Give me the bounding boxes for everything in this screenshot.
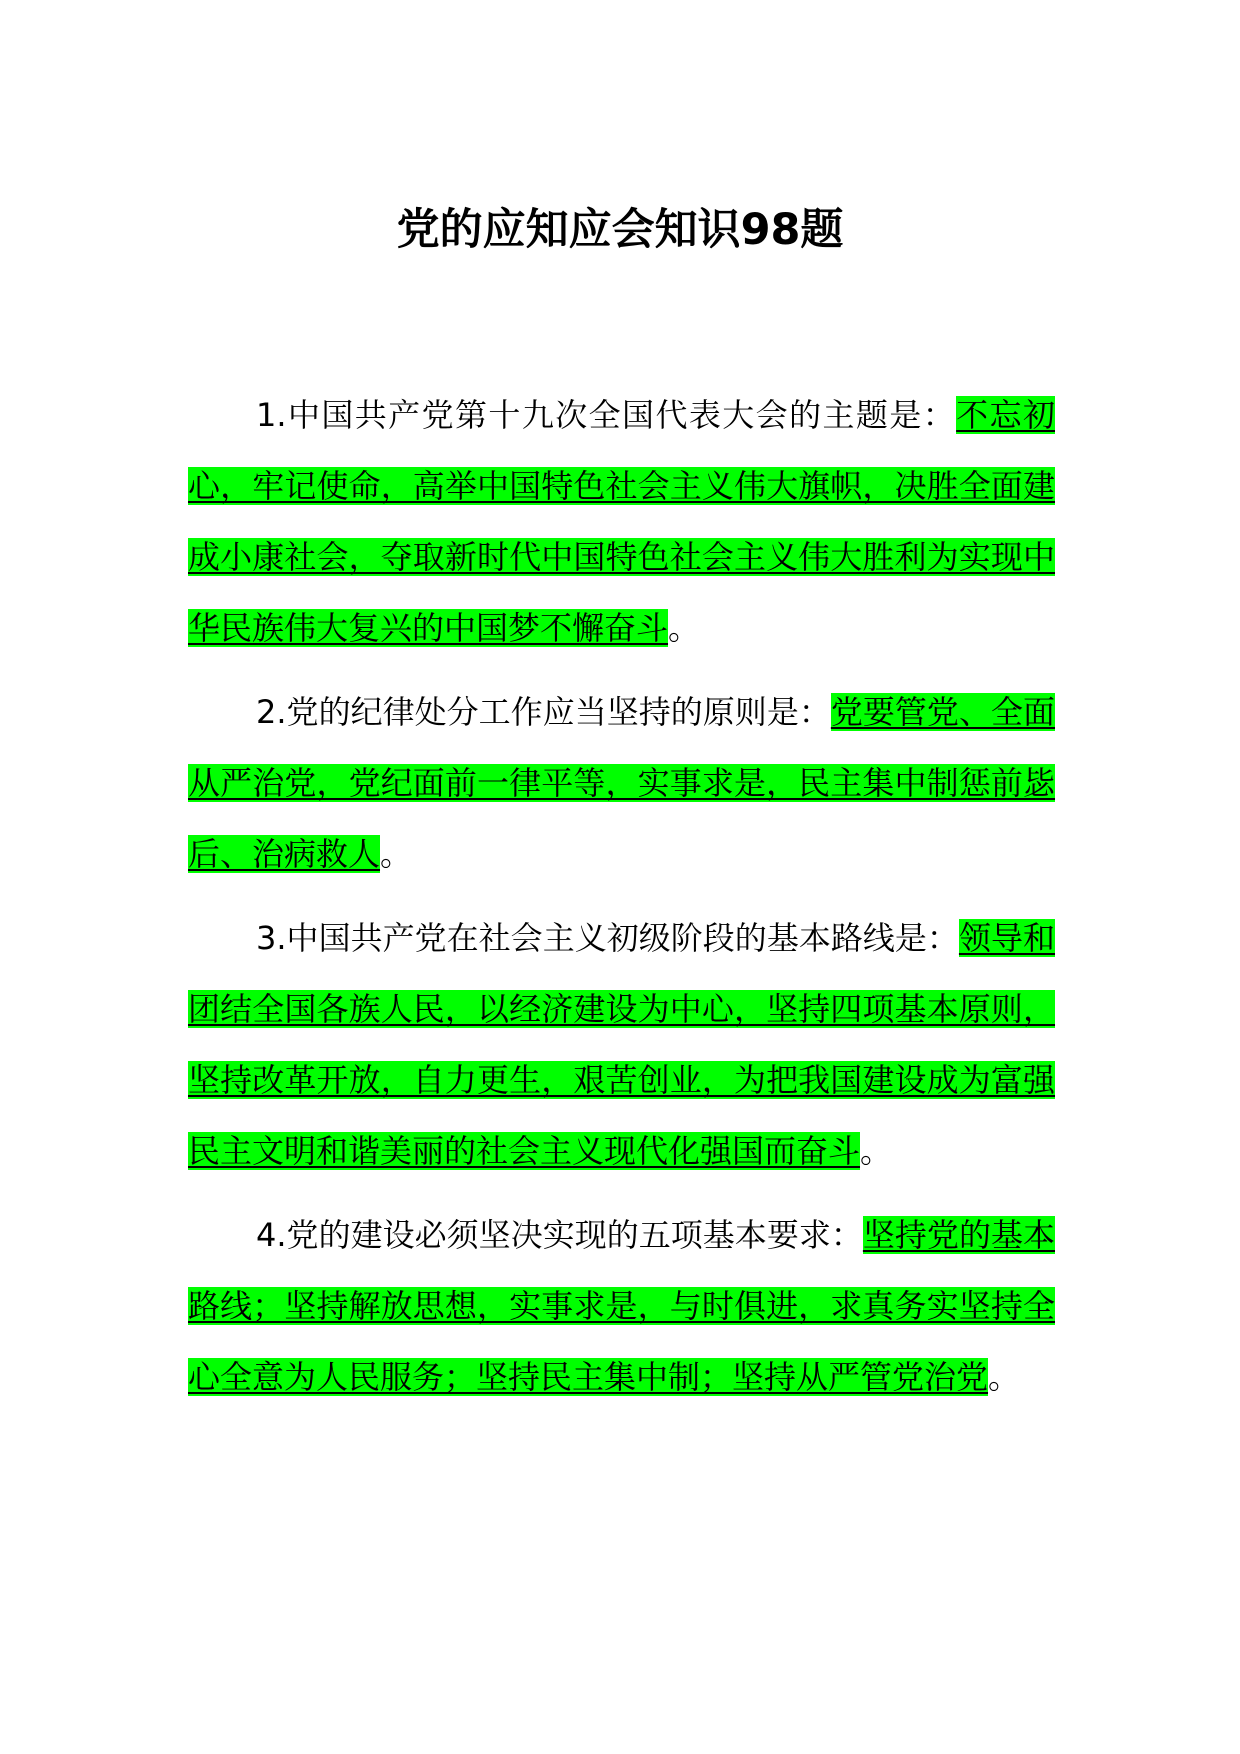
question-text: 3.中国共产党在社会主义初级阶段的基本路线是： [256,919,959,957]
highlighted-answer: 不忘初心，牢记使命，高举中国特色社会主义伟大旗帜，决胜全面建成小康社会，夺取新时代中国特色社会主义伟大胜利为实现中华民族伟大复兴的中国梦不懈奋斗 [188,396,1055,647]
highlighted-answer: 坚持党的基本路线；坚持解放思想，实事求是，与时俱进，求真务实坚持全心全意为人民服务；坚持民主集中制；坚持从严管党治党 [188,1216,1055,1396]
question-text: 4.党的建设必须坚决实现的五项基本要求： [256,1216,863,1254]
highlighted-answer: 党要管党、全面从严治党，党纪面前一律平等，实事求是，民主集中制惩前毖后、治病救人 [188,693,1055,873]
question-item-1 [188,380,1055,664]
question-text: 2.党的纪律处分工作应当坚持的原则是： [256,693,831,731]
question-item-3 [188,903,1055,1187]
question-item-2 [188,677,1055,890]
document-body [188,380,1055,1426]
question-item-4 [188,1200,1055,1413]
highlighted-answer: 领导和团结全国各族人民，以经济建设为中心，坚持四项基本原则，坚持改革开放，自力更生，艰苦创业，为把我国建设成为富强民主文明和谐美丽的社会主义现代化强国而奋斗 [188,919,1055,1170]
sentence-end: 。 [860,1132,893,1170]
sentence-end: 。 [988,1358,1021,1396]
question-text: 1.中国共产党第十九次全国代表大会的主题是： [256,396,957,434]
document-title: 党的应知应会知识98题 [396,205,844,255]
sentence-end: 。 [668,609,701,647]
sentence-end: 。 [380,835,413,873]
